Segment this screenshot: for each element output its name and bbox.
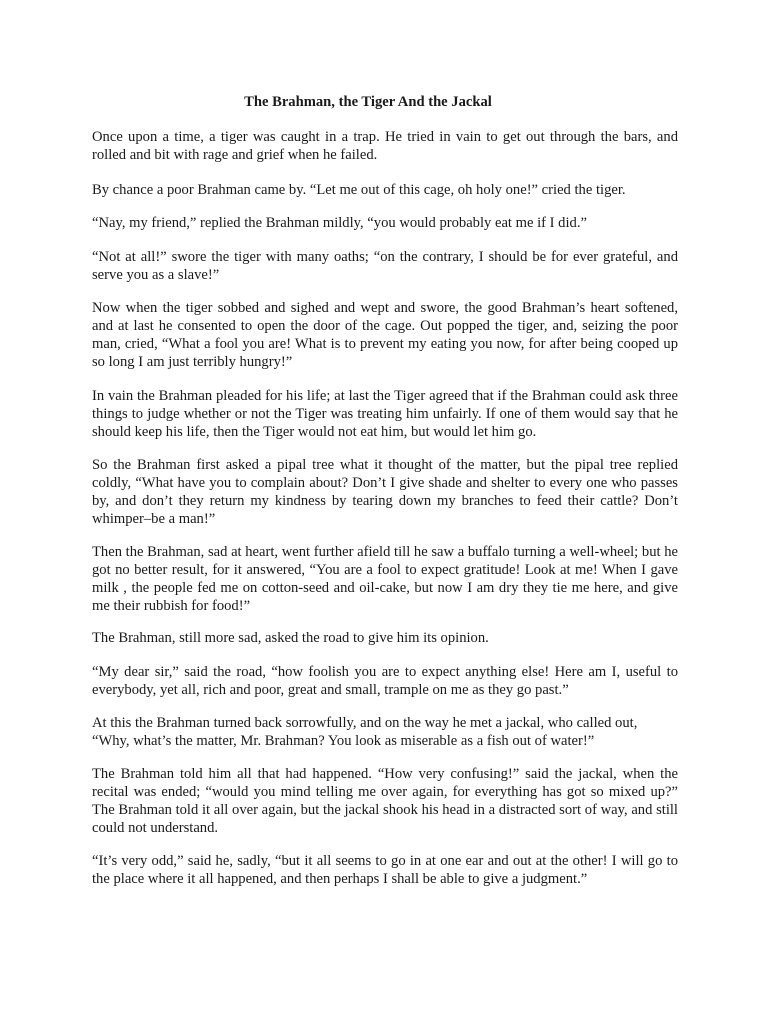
- document-title: The Brahman, the Tiger And the Jackal: [244, 94, 492, 110]
- paragraph-7: So the Brahman first asked a pipal tree what it thought of the matter, but the pipal tree replied coldly, “What have you to complain about? Don’t I give shade and shelter to every one who passes by, and don’t they return my kindness by tearing down my branches to feed their cattle? Don’t whimper–be a man!”: [92, 457, 678, 527]
- paragraph-1: Once upon a time, a tiger was caught in a trap. He tried in vain to get out through the bars, and rolled and bit with rage and grief when he failed.: [92, 129, 678, 163]
- paragraph-11: At this the Brahman turned back sorrowfully, and on the way he met a jackal, who called out, “Why, what’s the matter, Mr. Brahman? You look as miserable as a fish out of water!”: [92, 715, 638, 749]
- paragraph-5: Now when the tiger sobbed and sighed and wept and swore, the good Brahman’s heart softened, and at last he consented to open the door of the cage. Out popped the tiger, and, seizing the poor man, cried, “What a fool you are! What is to prevent my eating you now, for after being cooped up so long I am just terribly hungry!”: [92, 300, 678, 370]
- paragraph-12: The Brahman told him all that had happened. “How very confusing!” said the jackal, when the recital was ended; “would you mind telling me over again, for everything has got so mixed up?” The Brahman told it all over again, but the jackal shook his head in a distracted sort of way, and still could not understand.: [92, 766, 678, 836]
- paragraph-13: “It’s very odd,” said he, sadly, “but it all seems to go in at one ear and out at the other! I will go to the place where it all happened, and then perhaps I shall be able to give a judgment.”: [92, 853, 678, 887]
- paragraph-8: Then the Brahman, sad at heart, went further afield till he saw a buffalo turning a well-wheel; but he got no better result, for it answered, “You are a fool to expect gratitude! Look at me! When I gave milk , the people fed me on cotton-seed and oil-cake, but now I am dry they tie me here, and give me their rubbish for food!”: [92, 544, 678, 614]
- paragraph-9: The Brahman, still more sad, asked the road to give him its opinion.: [92, 630, 489, 646]
- paragraph-3: “Nay, my friend,” replied the Brahman mildly, “you would probably eat me if I did.”: [92, 215, 587, 231]
- paragraph-6: In vain the Brahman pleaded for his life; at last the Tiger agreed that if the Brahman could ask three things to judge whether or not the Tiger was treating him unfairly. If one of them would say that he should keep his life, then the Tiger would not eat him, but would let him go.: [92, 388, 678, 440]
- paragraph-2: By chance a poor Brahman came by. “Let me out of this cage, oh holy one!” cried the tiger.: [92, 182, 626, 198]
- paragraph-10: “My dear sir,” said the road, “how foolish you are to expect anything else! Here am I, useful to everybody, yet all, rich and poor, great and small, trample on me as they go past.”: [92, 664, 678, 698]
- paragraph-4: “Not at all!” swore the tiger with many oaths; “on the contrary, I should be for ever grateful, and serve you as a slave!”: [92, 249, 678, 283]
